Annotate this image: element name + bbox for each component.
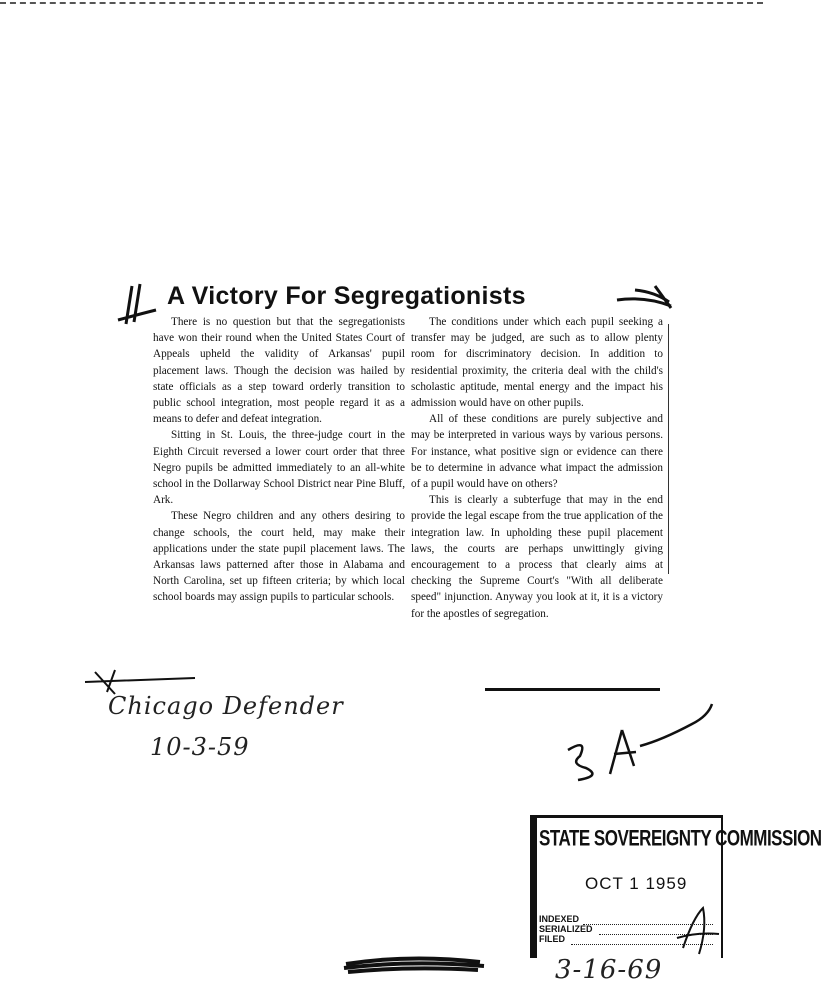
article-paragraph: This is clearly a subterfuge that may in the end provide the legal escape from the true application of the integration law. In upholding these pupil placement laws, the courts are perhaps unwittingly giving encouragement to a process that clearly aims at checking the Supreme Court's "With all deliberate speed" injunction. Anyway you look at it, it is a victory for the apostles of segregation. [411,494,663,620]
stamp-title: STATE SOVEREIGNTY COMMISSION [539,826,822,851]
handwritten-initials [562,690,722,780]
article-right-column [411,314,663,622]
stamp-field-filed: FILED [539,934,565,944]
stamp-date: OCT 1 1959 [585,874,688,893]
scan-top-edge [0,2,763,4]
article-paragraph: The conditions under which each pupil seeking a transfer may be judged, are such as to allow plenty room for discriminatory decision. In addition to residential proximity, the criteria deal with the child's scholastic aptitude, mental energy and the impact his admission would have on other pupils. [411,316,663,410]
article-paragraph: There is no question but that the segregationists have won their round when the United States Court of Appeals upheld the validity of Arkansas' pupil placement laws. Though the decision was hailed by state officials as a step toward orderly transition to public school integration, most people regard it as a means to defer and defeat integration. [153,316,405,426]
article-paragraph: All of these conditions are purely subjective and may be interpreted in various ways by various persons. For instance, what positive sign or evidence can there be to determine in advance what impact the admission of a pupil would have on others? [411,413,663,491]
column-edge-line [668,324,669,574]
redaction-scribble [340,950,490,980]
stamp-border [533,818,537,958]
handwritten-file-number: 3-16-69 [555,955,663,985]
commission-stamp [530,815,822,958]
article-paragraph: Sitting in St. Louis, the three-judge court in the Eighth Circuit reversed a lower court order that three Negro pupils be admitted immediately to an all-white school in the Dollarway School District near Pine Bluff, Ark. [153,429,405,507]
newspaper-clipping [115,280,675,720]
stamp-field-serialized: SERIALIZED [539,924,593,934]
stamp-field-indexed: INDEXED [539,914,580,924]
stamp-initials [673,898,723,958]
handwritten-arrow-mark [85,648,205,698]
article-left-column [153,314,405,606]
handwritten-source-note: Chicago Defender [108,692,344,720]
handwritten-check-mark [615,282,675,318]
article-paragraph: These Negro children and any others desiring to change schools, the court held, may make their applications under the state pupil placement laws. The Arkansas laws patterned after those in Alabama and North Carolina, set up fifteen criteria; by which local school boards may assign pupils to particular schools. [153,510,405,604]
article-headline: A Victory For Segregationists [167,282,526,310]
handwritten-date-note: 10-3-59 [150,733,250,761]
